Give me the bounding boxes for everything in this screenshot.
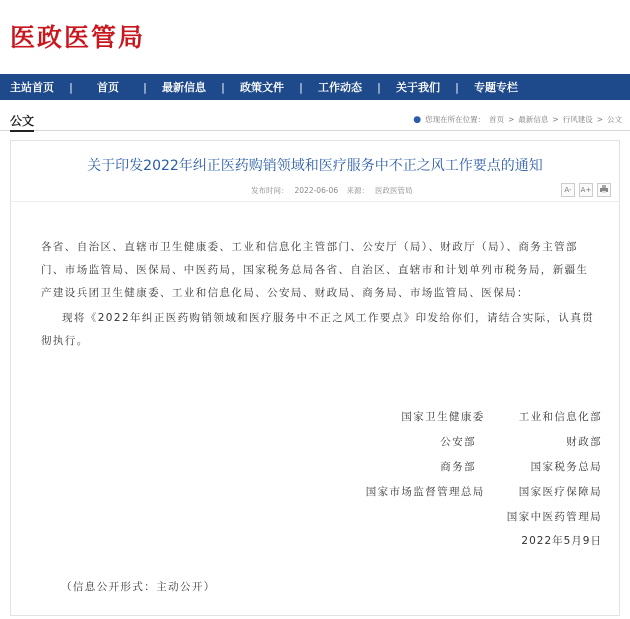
signature-row <box>366 434 602 459</box>
main-nav <box>0 74 630 100</box>
breadcrumb-item-conduct[interactable]: 行风建设 <box>562 115 593 124</box>
signature-row <box>366 459 602 484</box>
breadcrumb-separator: > <box>552 115 559 124</box>
breadcrumb-separator: > <box>596 115 603 124</box>
nav-separator: | <box>455 80 459 94</box>
publish-date: 2022-06-06 <box>294 186 339 195</box>
signature: 国家卫生健康委 <box>401 411 485 423</box>
signature-row <box>366 509 602 534</box>
disclosure-note: （信息公开形式：主动公开） <box>61 581 216 593</box>
signature: 公安部 <box>440 436 476 448</box>
signature: 国家市场监督管理总局 <box>365 486 485 498</box>
font-decrease-button[interactable]: A- <box>561 183 575 197</box>
divider <box>11 201 619 202</box>
site-logo[interactable]: 医政医管局 <box>10 23 146 52</box>
nav-separator: | <box>143 80 147 94</box>
document-date: 2022年5月9日 <box>521 535 602 547</box>
article-tools <box>561 183 611 197</box>
article-title: 关于印发2022年纠正医药购销领域和医疗服务中不正之风工作要点的通知 <box>87 158 543 174</box>
nav-item-latest[interactable]: 最新信息 <box>162 81 206 94</box>
nav-separator: | <box>221 80 225 94</box>
signature-row <box>366 484 602 509</box>
breadcrumb-item-latest[interactable]: 最新信息 <box>518 115 549 124</box>
signature: 国家税务总局 <box>530 461 602 473</box>
section-bar <box>0 110 630 131</box>
addressee-paragraph: 各省、自治区、直辖市卫生健康委、工业和信息化主管部门、公安厅（局）、财政厅（局）、商务主管部门、市场监管局、医保局、中医药局，国家税务总局各省、自治区、直辖市和计划单列市税务局，新疆生产建设兵团卫生健康委、工业和信息化局、公安局、财政局、商务局、市场监管局、医保局： <box>41 241 589 299</box>
source-value: 医政医管局 <box>374 186 413 195</box>
signatures <box>366 409 602 534</box>
font-increase-button[interactable]: A+ <box>579 183 593 197</box>
article-meta <box>251 185 418 196</box>
publish-label: 发布时间： <box>251 186 289 195</box>
nav-separator: | <box>377 80 381 94</box>
nav-item-policy[interactable]: 政策文件 <box>240 81 284 94</box>
article-body <box>41 236 597 353</box>
signature: 国家中医药管理局 <box>506 511 602 523</box>
nav-item-special[interactable]: 专题专栏 <box>474 81 518 94</box>
nav-item-about[interactable]: 关于我们 <box>396 81 440 94</box>
source-label: 来源： <box>346 186 369 195</box>
breadcrumb-label: 您现在所在位置： <box>425 115 486 124</box>
print-icon[interactable] <box>597 183 611 197</box>
nav-item-main-home[interactable]: 主站首页 <box>10 81 54 94</box>
breadcrumb-separator: > <box>508 115 515 124</box>
signature: 国家医疗保障局 <box>518 486 602 498</box>
signature: 财政部 <box>566 436 602 448</box>
signature: 工业和信息化部 <box>518 411 602 423</box>
nav-separator: | <box>69 80 73 94</box>
breadcrumb <box>413 114 622 125</box>
signature: 商务部 <box>440 461 476 473</box>
section-title: 公文 <box>10 112 34 132</box>
breadcrumb-item-document[interactable]: 公文 <box>607 115 622 124</box>
nav-separator: | <box>299 80 303 94</box>
main-paragraph: 现将《2022年纠正医药购销领域和医疗服务中不正之风工作要点》印发给你们，请结合实际，认真贯彻执行。 <box>41 312 595 347</box>
signature-row <box>366 409 602 434</box>
nav-item-home[interactable]: 首页 <box>97 81 119 94</box>
breadcrumb-item-home[interactable]: 首页 <box>489 115 505 124</box>
location-pin-icon: ● <box>413 114 422 125</box>
article-panel <box>10 140 620 616</box>
nav-item-work-news[interactable]: 工作动态 <box>318 81 362 94</box>
